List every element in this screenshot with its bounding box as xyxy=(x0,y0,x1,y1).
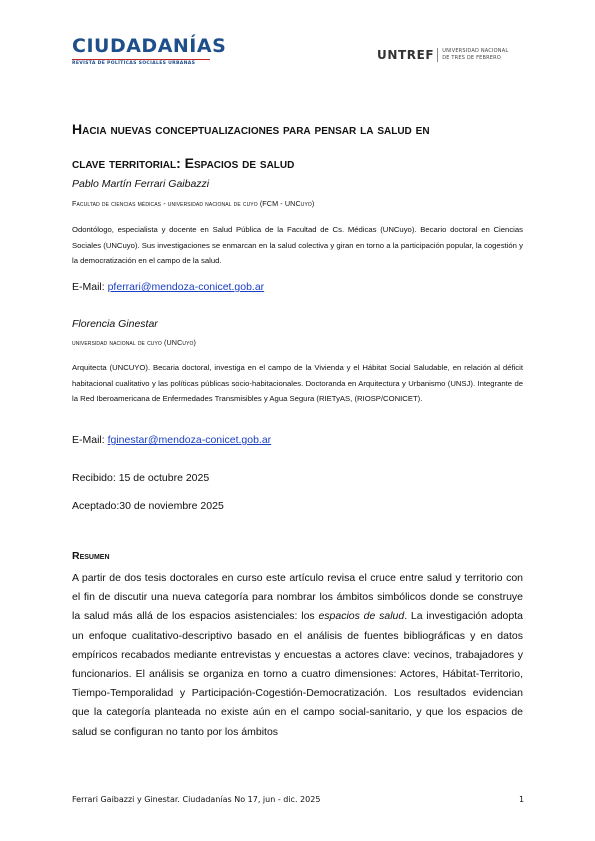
received-date: Recibido: 15 de octubre 2025 xyxy=(72,472,210,484)
accepted-date: Aceptado:30 de noviembre 2025 xyxy=(72,500,224,512)
author-email xyxy=(72,434,271,446)
abstract-text-part-2: . La investigación adopta un enfoque cualitativo-descriptivo basado en el análisis de fuentes bibliográficas y en datos empíricos recabados mediante entrevistas y encuestas a actores clave: vecinos, trabajadores y funcionarios. El análisis se organiza en torno a cuatro dimensiones: Actores, Hábitat-Territorio, Tiempo-Temporalidad y Participación-Cogestión-Democratización. Los resultados evidencian que la categoría planteada no existe aún en el campo social-sanitario, y que los espacios de salud se configuran no tanto por los ámbitos xyxy=(72,610,523,738)
title-line-2: clave territorial: Espacios de salud xyxy=(72,155,295,171)
author-bio: Arquitecta (UNCUYO). Becaria doctoral, investiga en el campo de la Vivienda y el Hábitat Social Saludable, en relación al déficit habitacional cualitativo y las políticas públicas socio-habitacionales. Doctoranda en Arquitectura y Urbanismo (UNSJ). Integrante de la Red Iberoamericana de Enfermedades Transmisibles y Agua Segura (RIETyAS, (RIOSP/CONICET). xyxy=(72,363,523,404)
university-logo xyxy=(377,48,508,62)
logo-divider xyxy=(437,48,438,62)
author-email xyxy=(72,281,264,293)
article-title xyxy=(72,112,532,180)
author-affiliation: Facultad de ciencias médicas - universidad nacional de cuyo (FCM - UNCuyo) xyxy=(72,199,315,208)
author-name: Pablo Martín Ferrari Gaibazzi xyxy=(72,178,210,190)
university-name xyxy=(442,48,508,62)
journal-subtitle: REVISTA DE POLÍTICAS SOCIALES URBANAS xyxy=(72,59,210,66)
university-name-line2: DE TRES DE FEBRERO xyxy=(442,55,501,61)
footer-citation: Ferrari Gaibazzi y Ginestar. Ciudadanías No 17, jun - dic. 2025 xyxy=(72,795,321,804)
abstract-heading: Resumen xyxy=(72,550,110,562)
journal-logo xyxy=(72,36,226,66)
abstract-italic-term: espacios de salud xyxy=(318,610,405,623)
university-name-line1: UNIVERSIDAD NACIONAL xyxy=(442,48,509,54)
author-name: Florencia Ginestar xyxy=(72,318,158,330)
email-label: E-Mail: xyxy=(72,281,105,293)
abstract-text xyxy=(72,569,523,742)
university-acronym: UNTREF xyxy=(377,48,435,62)
email-link[interactable]: pferrari@mendoza-conicet.gob.ar xyxy=(107,281,265,293)
abstract-text-part-1: A partir de dos tesis doctorales en curso este artículo revisa el cruce entre salud y territorio con el fin de discutir una nueva categoría para nombrar los ámbitos simbólicos donde se construye la salud más allá de los espacios asistenciales: los xyxy=(72,572,523,623)
email-link[interactable]: fginestar@mendoza-conicet.gob.ar xyxy=(107,434,272,446)
author-affiliation: universidad nacional de cuyo (UNCuyo) xyxy=(72,338,197,347)
page-number: 1 xyxy=(519,795,525,804)
email-label: E-Mail: xyxy=(72,434,105,446)
author-bio: Odontólogo, especialista y docente en Salud Pública de la Facultad de Cs. Médicas (UNCuyo). Becario doctoral en Ciencias Sociales (UNCuyo). Sus investigaciones se enmarcan en la salud colectiva y giran en torno a la participación popular, la cogestión y la democratización en el campo de la salud. xyxy=(72,225,523,266)
title-line-1: Hacia nuevas conceptualizaciones para pensar la salud en xyxy=(72,121,430,137)
journal-name: CIUDADANÍAS xyxy=(72,35,227,57)
